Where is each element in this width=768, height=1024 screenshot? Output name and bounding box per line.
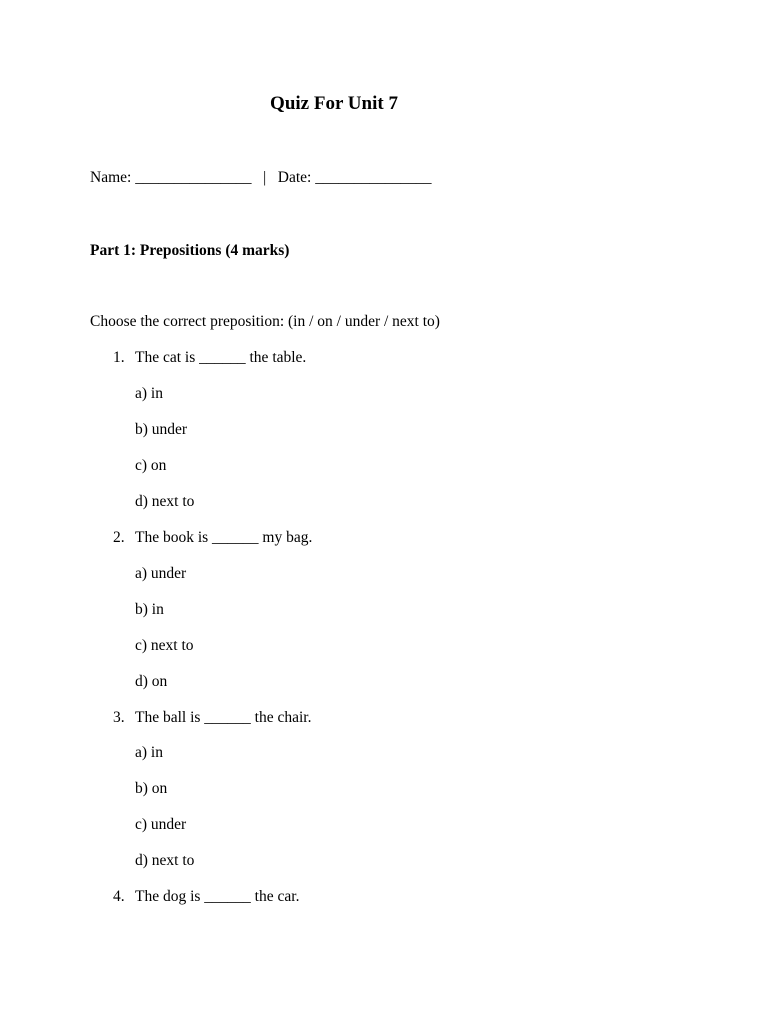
question-1-number: 1.	[113, 349, 125, 366]
question-4-number: 4.	[113, 888, 125, 905]
instruction-text: Choose the correct preposition: (in / on / under / next to)	[90, 313, 440, 330]
question-1-option-c: c) on	[135, 457, 167, 474]
question-3-option-b: b) on	[135, 780, 168, 797]
question-3-text: The ball is ______ the chair.	[135, 709, 312, 726]
question-1-option-b: b) under	[135, 421, 188, 438]
question-1-option-d: d) next to	[135, 493, 195, 510]
question-3-option-d: d) next to	[135, 852, 195, 869]
question-3-number: 3.	[113, 709, 125, 726]
question-2-option-a: a) under	[135, 565, 187, 582]
question-4-text: The dog is ______ the car.	[135, 888, 300, 905]
question-2-text: The book is ______ my bag.	[135, 529, 313, 546]
name-date-line: Name: _______________ | Date: _______________	[90, 169, 432, 186]
question-3-option-c: c) under	[135, 816, 187, 833]
question-2-option-b: b) in	[135, 601, 164, 618]
part1-heading: Part 1: Prepositions (4 marks)	[90, 242, 290, 259]
question-2-option-d: d) on	[135, 673, 168, 690]
quiz-title: Quiz For Unit 7	[270, 93, 398, 114]
question-1-text: The cat is ______ the table.	[135, 349, 307, 366]
question-2-option-c: c) next to	[135, 637, 194, 654]
question-2-number: 2.	[113, 529, 125, 546]
question-3-option-a: a) in	[135, 744, 163, 761]
question-1-option-a: a) in	[135, 385, 163, 402]
